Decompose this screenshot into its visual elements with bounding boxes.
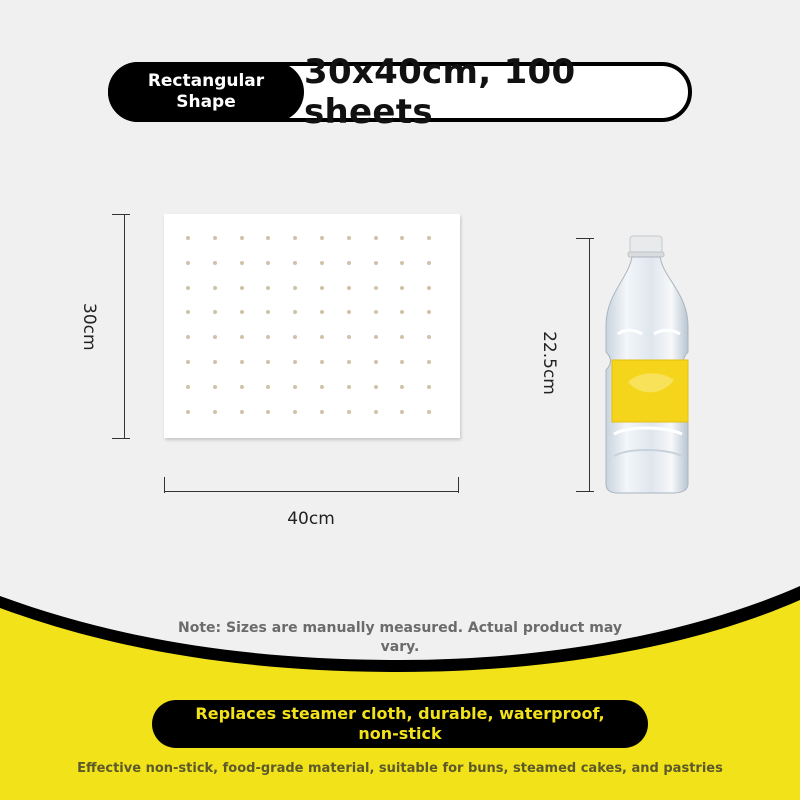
perforation-dot [266,310,270,314]
perforation-dot [347,385,351,389]
perforation-dot [240,286,244,290]
perforation-dot [320,286,324,290]
perforation-dot [186,410,190,414]
bottle-height-line [589,238,590,492]
perforation-dot [374,360,378,364]
perforation-dot [320,335,324,339]
perforation-dot [347,410,351,414]
perforation-dot [240,335,244,339]
perforation-dot [186,335,190,339]
perforation-dot [293,286,297,290]
shape-label: Rectangular Shape [147,71,265,112]
sheet-width-tick-right [458,477,459,493]
perforation-dot [347,360,351,364]
feature-text: Replaces steamer cloth, durable, waterproof, non-stick [195,704,605,743]
perforation-dot [186,360,190,364]
sheet-width-label: 40cm [287,509,335,529]
perforation-dot [427,360,431,364]
perforation-dot [213,261,217,265]
sheet-width-tick-left [164,477,165,493]
perforation-dot [427,310,431,314]
measurement-note: Note: Sizes are manually measured. Actual product may vary. [178,620,622,655]
parchment-sheet [164,214,460,438]
bottle-height-tick-bottom [576,491,594,492]
perforation-dot [374,385,378,389]
perforation-dot [427,261,431,265]
perforation-dot [427,335,431,339]
perforation-dot [266,286,270,290]
sheet-height-tick-bottom [112,438,130,439]
perforation-dot [266,236,270,240]
perforation-dot [186,310,190,314]
perforation-dot [427,286,431,290]
perforation-dot [427,385,431,389]
sheet-height-tick-top [112,214,130,215]
perforation-dot [213,335,217,339]
perforation-dot [293,310,297,314]
perforation-dot [213,286,217,290]
perforation-dot [347,261,351,265]
perforation-dot [427,236,431,240]
perforation-dot [213,410,217,414]
perforation-dot [347,335,351,339]
water-bottle-icon [604,234,696,496]
feature-subtitle: Effective non-stick, food-grade material, suitable for buns, steamed cakes, and pastries [77,761,723,776]
perforation-dot [400,286,404,290]
perforation-dot [400,236,404,240]
perforation-dot [240,385,244,389]
size-title [304,52,692,132]
perforation-dot [374,286,378,290]
perforation-dot [320,410,324,414]
perforation-dot [374,310,378,314]
perforation-dot [400,410,404,414]
perforation-dot [400,385,404,389]
sheet-height-line [124,214,125,438]
perforation-dot [293,360,297,364]
sheet-width-line [164,491,458,492]
perforation-dot [374,236,378,240]
perforation-dot [240,310,244,314]
perforation-dot [400,335,404,339]
perforation-dot [293,236,297,240]
perforation-dot [293,410,297,414]
perforation-dot [320,310,324,314]
perforation-dot [400,310,404,314]
perforation-dot [320,236,324,240]
sheet-height-label: 30cm [79,303,99,351]
perforation-dot [213,385,217,389]
perforation-dot [266,360,270,364]
perforation-dot [240,360,244,364]
perforation-dot [320,261,324,265]
perforation-dot [293,261,297,265]
perforation-dot [400,261,404,265]
perforation-dot [374,335,378,339]
perforation-dot [186,385,190,389]
feature-pill [152,700,648,748]
perforation-dot [320,360,324,364]
perforation-dot [320,385,324,389]
perforation-dot [266,385,270,389]
perforation-dot [374,261,378,265]
bottle-height-label: 22.5cm [539,331,559,395]
perforation-dot [240,410,244,414]
perforation-dot [186,286,190,290]
perforation-dot [347,236,351,240]
perforation-dot [266,261,270,265]
perforation-dot [293,335,297,339]
perforation-dot [213,310,217,314]
perforation-dot [266,410,270,414]
perforation-dot [347,286,351,290]
perforation-dot [240,236,244,240]
perforation-dot [427,410,431,414]
perforation-dot [347,310,351,314]
perforation-dot [374,410,378,414]
perforation-dot [293,385,297,389]
bottle-height-tick-top [576,238,594,239]
perforation-dot [400,360,404,364]
perforation-dot [213,236,217,240]
perforation-dot [240,261,244,265]
shape-badge [108,62,304,122]
perforation-dot [186,236,190,240]
perforation-dot [186,261,190,265]
perforation-dot [266,335,270,339]
size-label: 30x40cm, 100 sheets [304,52,576,132]
perforation-dot [213,360,217,364]
